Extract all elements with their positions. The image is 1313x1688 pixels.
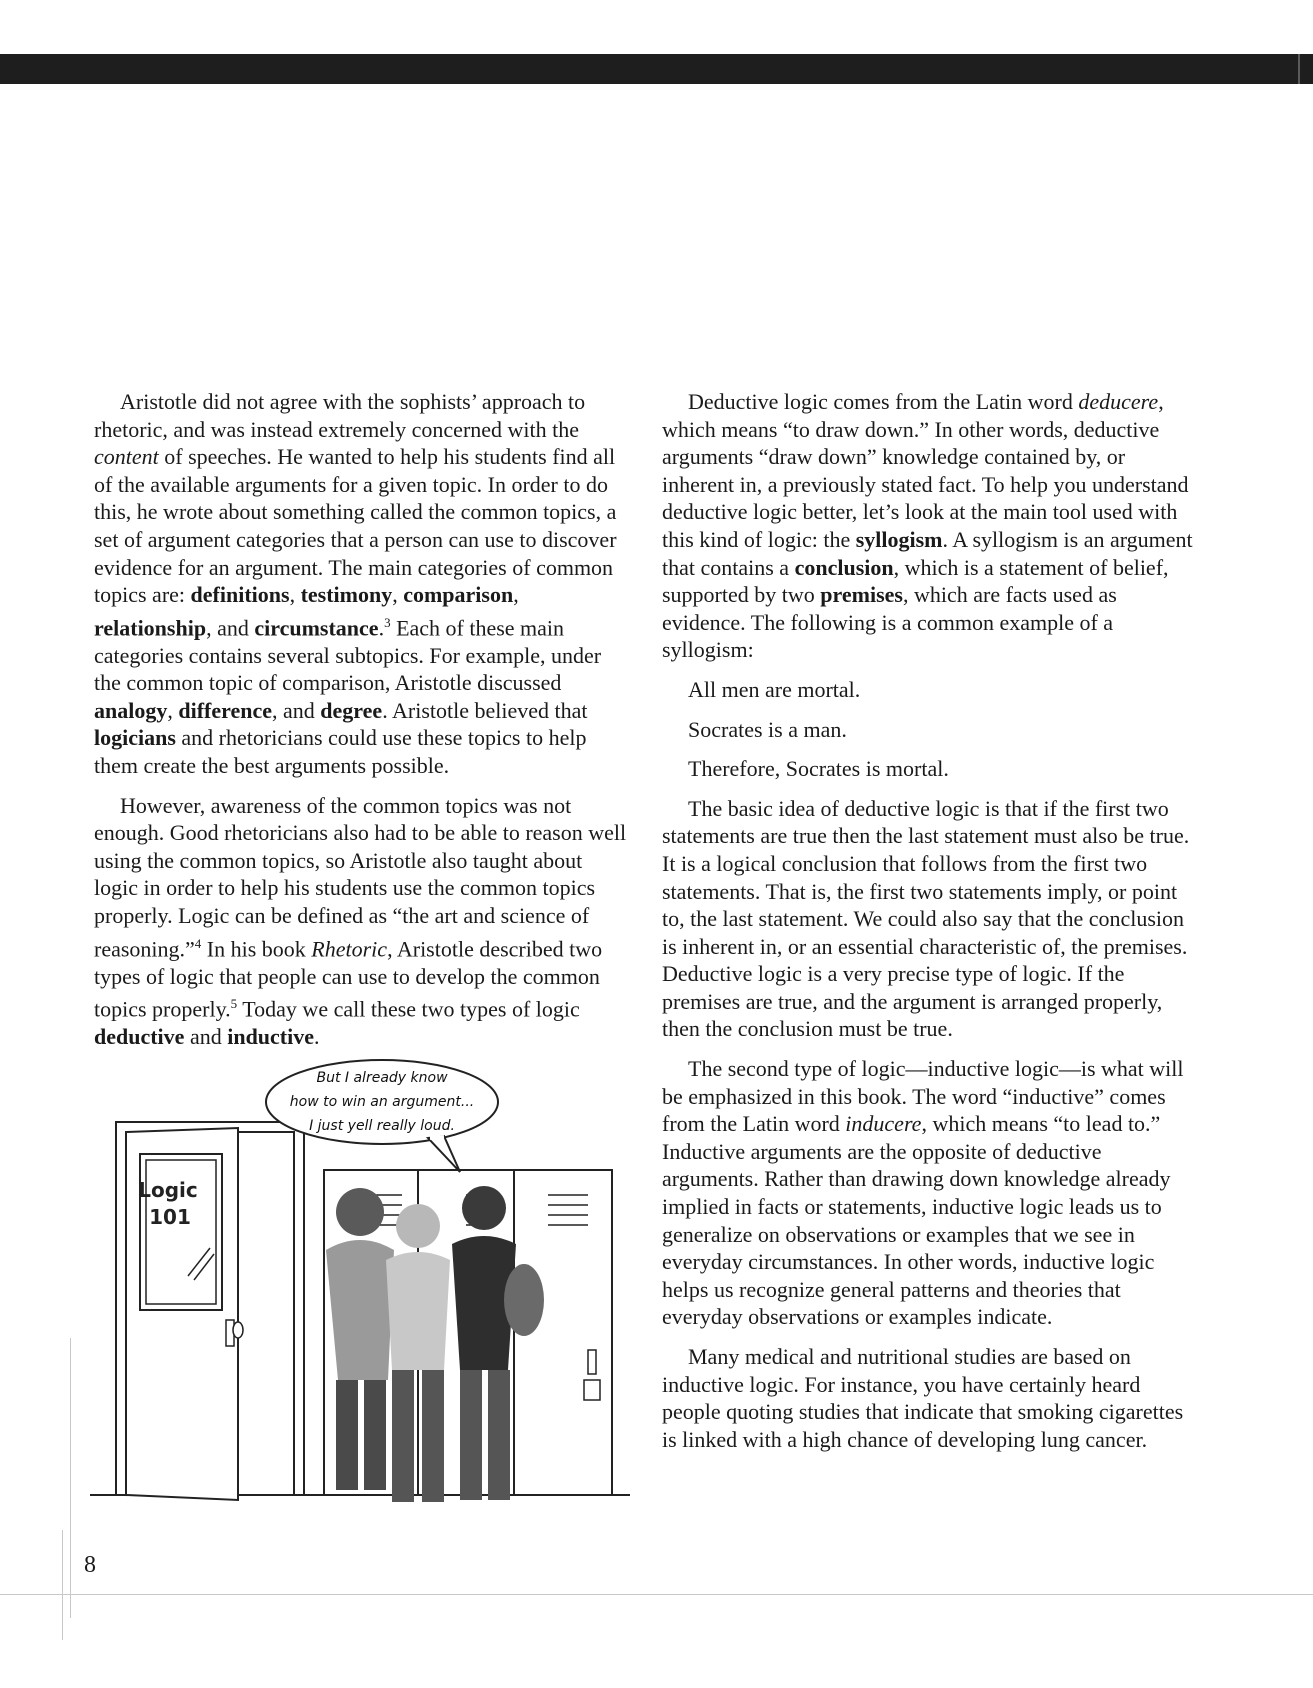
page-number: 8 — [84, 1552, 96, 1578]
left-paragraph-1: Aristotle did not agree with the sophists’ approach to rhetoric, and was instead extremely concerned with the content of speeches. He wanted to help his students find all of the available arguments for a given topic. In order to do this, he wrote about something called the common topics, a set of argument categories that a person can use to discover evidence for an argument. The main categories of common topics are: definitions, testimony, comparison, relationship, and circumstance.$^3$ Each of these main categories contains several subtopics. For example, under the common topic of comparison, Aristotle discussed analogy, difference, and degree. Aristotle believed that logicians and rhetoricians could use these topics to help them create the best arguments possible. — [94, 389, 617, 779]
bubble-line-1: But I already know — [316, 1070, 448, 1086]
door-sign-line-1: Logic — [138, 1178, 198, 1202]
bubble-line-2: how to win an argument... — [289, 1094, 475, 1110]
right-column — [662, 388, 1197, 1465]
right-paragraph-1: Deductive logic comes from the Latin word deducere, which means “to draw down.” In other words, deductive arguments “draw down” knowledge contained by, or inherent in, a previously stated fact. To help you understand deductive logic better, let’s look at the main tool used with this kind of logic: the syllogism. A syllogism is an argument that contains a conclusion, which is a statement of belief, supported by two premises, which are facts used as evidence. The following is a common example of a syllogism: — [662, 389, 1193, 663]
margin-rule-1 — [62, 1530, 63, 1640]
right-paragraph-4: Many medical and nutritional studies are based on inductive logic. For instance, you have certainly heard people quoting studies that indicate that smoking cigarettes is linked with a high chance of developing lung cancer. — [662, 1344, 1184, 1452]
students-photo — [326, 1186, 544, 1502]
right-paragraph-2: The basic idea of deductive logic is that if the first two statements are true then the last statement must also be true. It is a logical conclusion that follows from the first two statements. That is, the first two statements imply, or point to, the last statement. We could also say that the conclusion is inherent in, or an essential characteristic of, the premises. Deductive logic is a very precise type of logic. If the premises are true, and the argument is arranged properly, then the conclusion must be true. — [662, 795, 1190, 1042]
footnote-5: 5 — [230, 996, 238, 1012]
left-column — [94, 388, 629, 1063]
left-paragraph-2: However, awareness of the common topics was not enough. Good rhetoricians also had to be able to reason well using the common topics, so Aristotle also taught about logic in order to help his students use the common topics properly. Logic can be defined as “the art and science of reasoning.”$^4$ In his book Rhetoric, Aristotle described two types of logic that people can use to develop the common topics properly.$^5$ Today we call these two types of logic deductive and inductive. — [94, 792, 627, 1050]
footer-rule — [0, 1594, 1313, 1595]
header-bar — [0, 54, 1313, 84]
footnote-4: 4 — [194, 935, 202, 951]
footnote-3: 3 — [384, 614, 391, 630]
syllogism-line-2: Socrates is a man. — [688, 716, 847, 742]
syllogism-line-3: Therefore, Socrates is mortal. — [688, 756, 949, 782]
syllogism-line-1: All men are mortal. — [688, 676, 861, 702]
cartoon-illustration — [88, 1050, 636, 1550]
margin-rule-2 — [70, 1338, 71, 1618]
header-bar-notch — [1298, 54, 1300, 84]
bubble-line-3: I just yell really loud. — [309, 1118, 455, 1134]
door-sign-line-2: 101 — [149, 1205, 191, 1229]
right-paragraph-3: The second type of logic—inductive logic—is what will be emphasized in this book. The word “inductive” comes from the Latin word inducere, which means “to lead to.” Inductive arguments are the opposite of deductive arguments. Rather than drawing down knowledge already implied in facts or statements, inductive logic leads us to generalize on observations or examples that we see in everyday circumstances. In other words, inductive logic helps us recognize general patterns and theories that everyday observations or examples indicate. — [662, 1056, 1184, 1330]
